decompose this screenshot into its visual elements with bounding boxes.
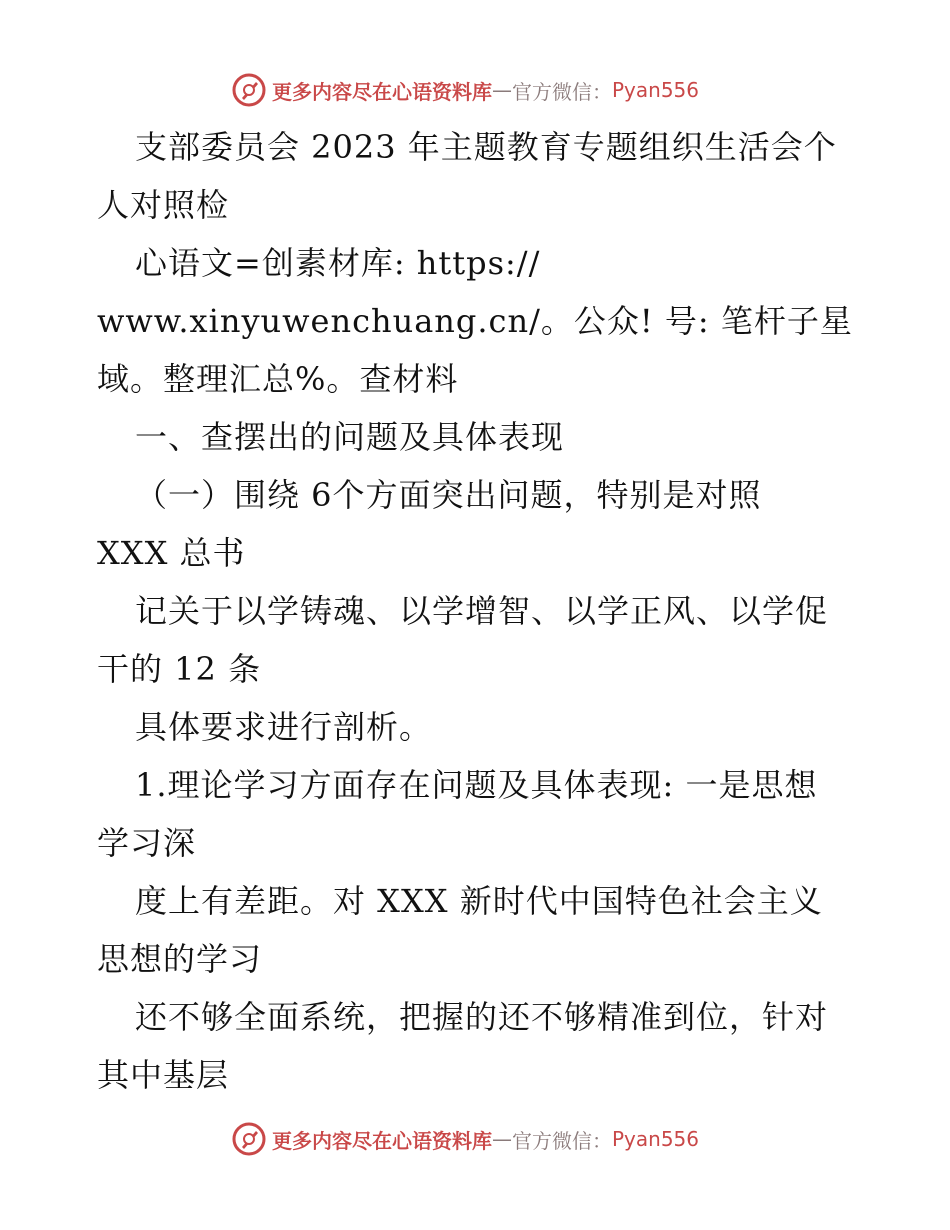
watermark-text: 更多内容尽在心语资料库: [272, 1128, 492, 1153]
watermark-wechat-id: Pyan556: [612, 1127, 700, 1151]
text-line: 域。整理汇总%。查材料: [97, 360, 459, 398]
text-line: 具体要求进行剖析。: [135, 708, 433, 746]
header-watermark-banner: [232, 72, 699, 108]
feather-pen-logo-icon: [232, 1122, 266, 1156]
watermark-text: 更多内容尽在心语资料库: [272, 79, 492, 104]
text-line: （一）围绕 6个方面突出问题，特别是对照: [135, 476, 762, 514]
text-line: 还不够全面系统，把握的还不够精准到位，针对: [135, 998, 829, 1036]
text-line: 心语文=创素材库: https://: [135, 244, 541, 282]
text-line: XXX 总书: [97, 534, 246, 572]
watermark-wechat-label: 官方微信：: [512, 1128, 612, 1153]
text-line: 思想的学习: [97, 940, 263, 978]
text-line: 学习深: [97, 824, 197, 862]
footer-watermark-banner: [232, 1121, 699, 1157]
text-line: 度上有差距。对 XXX 新时代中国特色社会主义: [135, 882, 823, 920]
text-line: 其中基层: [97, 1056, 230, 1094]
feather-pen-logo-icon: [232, 73, 266, 107]
text-line: 1.理论学习方面存在问题及具体表现: 一是思想: [135, 766, 818, 804]
text-line: www.xinyuwenchuang.cn/。公众! 号: 笔杆子星: [97, 302, 853, 340]
text-line: 记关于以学铸魂、以学增智、以学正风、以学促: [135, 592, 829, 630]
text-line: 一、查摆出的问题及具体表现: [135, 418, 565, 456]
watermark-wechat-label: 官方微信：: [512, 79, 612, 104]
watermark-wechat-id: Pyan556: [612, 78, 700, 102]
document-body: [97, 118, 867, 1104]
text-line: 干的 12 条: [97, 650, 262, 688]
watermark-dash: —: [492, 78, 512, 102]
text-line: 支部委员会 2023 年主题教育专题组织生活会个: [135, 128, 837, 166]
watermark-dash: —: [492, 1127, 512, 1151]
text-line: 人对照检: [97, 186, 230, 224]
